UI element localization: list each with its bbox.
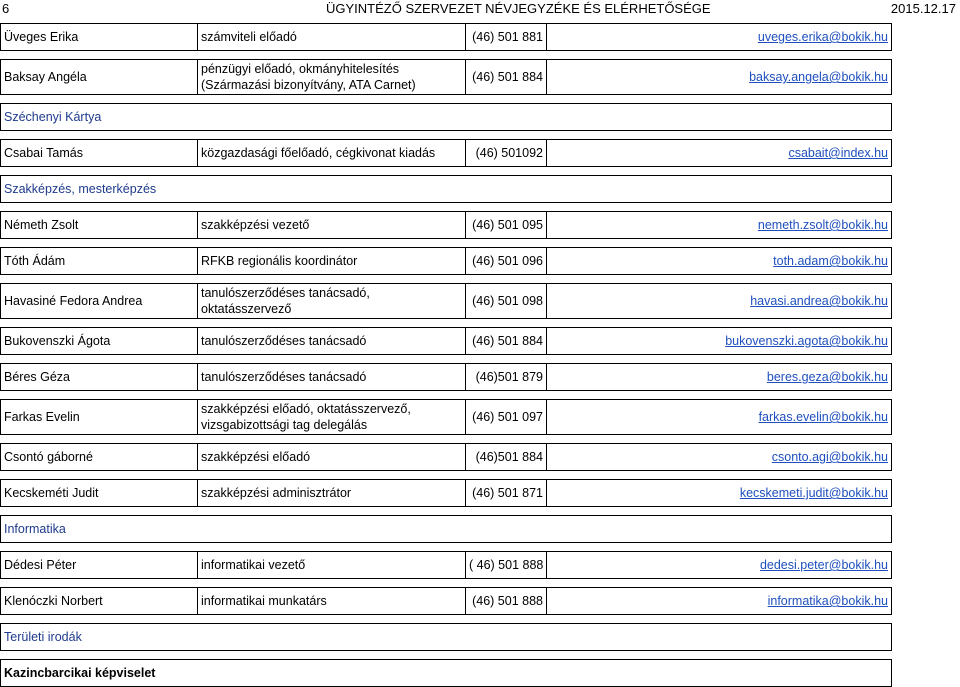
phone-number: (46) 501 871: [466, 480, 547, 507]
section-title: Kazincbarcikai képviselet: [1, 660, 892, 687]
section-header: [1, 660, 892, 687]
person-role: tanulószerződéses tanácsadó, oktatásszervező: [198, 284, 466, 319]
email-link[interactable]: nemeth.zsolt@bokik.hu: [757, 218, 888, 232]
phone-number: (46)501 884: [466, 444, 547, 471]
section-title: Informatika: [1, 516, 892, 543]
phone-number: (46) 501 096: [466, 248, 547, 275]
section-title: Területi irodák: [1, 624, 892, 651]
phone-number: (46) 501 095: [466, 212, 547, 239]
person-role: számviteli előadó: [198, 24, 466, 51]
email-link[interactable]: toth.adam@bokik.hu: [773, 254, 888, 268]
email-link[interactable]: farkas.evelin@bokik.hu: [758, 410, 888, 424]
person-name: Csontó gáborné: [1, 444, 198, 471]
phone-number: (46) 501 884: [466, 328, 547, 355]
person-role: szakképzési előadó: [198, 444, 466, 471]
table-row: [1, 328, 892, 355]
section-header: [1, 624, 892, 651]
section-title: Széchenyi Kártya: [1, 104, 892, 131]
table-row: [1, 212, 892, 239]
person-role: informatikai vezető: [198, 552, 466, 579]
page-header: [0, 0, 960, 22]
email-cell: [547, 400, 892, 435]
person-name: Farkas Evelin: [1, 400, 198, 435]
email-link[interactable]: havasi.andrea@bokik.hu: [750, 294, 888, 308]
email-cell: [547, 60, 892, 95]
table-row: [1, 480, 892, 507]
email-cell: [547, 364, 892, 391]
phone-number: ( 46) 501 888: [466, 552, 547, 579]
person-name: Klenóczki Norbert: [1, 588, 198, 615]
email-cell: [547, 140, 892, 167]
directory-table: [0, 23, 892, 687]
section-title: Szakképzés, mesterképzés: [1, 176, 892, 203]
email-cell: [547, 24, 892, 51]
person-role: szakképzési vezető: [198, 212, 466, 239]
person-role: szakképzési adminisztrátor: [198, 480, 466, 507]
phone-number: (46)501 879: [466, 364, 547, 391]
table-row: [1, 364, 892, 391]
person-role: informatikai munkatárs: [198, 588, 466, 615]
email-cell: [547, 444, 892, 471]
email-link[interactable]: beres.geza@bokik.hu: [766, 370, 888, 384]
table-row: [1, 284, 892, 319]
person-name: Bukovenszki Ágota: [1, 328, 198, 355]
table-row: [1, 444, 892, 471]
table-row: [1, 24, 892, 51]
email-link[interactable]: informatika@bokik.hu: [767, 594, 888, 608]
person-name: Dédesi Péter: [1, 552, 198, 579]
document-date: 2015.12.17: [890, 1, 956, 16]
person-role: RFKB regionális koordinátor: [198, 248, 466, 275]
email-link[interactable]: kecskemeti.judit@bokik.hu: [739, 486, 888, 500]
person-name: Kecskeméti Judit: [1, 480, 198, 507]
table-row: [1, 400, 892, 435]
email-cell: [547, 588, 892, 615]
email-cell: [547, 248, 892, 275]
person-role: tanulószerződéses tanácsadó: [198, 328, 466, 355]
email-cell: [547, 212, 892, 239]
person-name: Üveges Erika: [1, 24, 198, 51]
email-link[interactable]: baksay.angela@bokik.hu: [749, 70, 888, 84]
section-header: [1, 176, 892, 203]
phone-number: (46) 501 881: [466, 24, 547, 51]
person-name: Németh Zsolt: [1, 212, 198, 239]
person-role: közgazdasági főelőadó, cégkivonat kiadás: [198, 140, 466, 167]
section-header: [1, 516, 892, 543]
phone-number: (46) 501 098: [466, 284, 547, 319]
email-link[interactable]: dedesi.peter@bokik.hu: [759, 558, 888, 572]
table-row: [1, 552, 892, 579]
table-row: [1, 60, 892, 95]
email-cell: [547, 284, 892, 319]
phone-number: (46) 501 884: [466, 60, 547, 95]
document-title: ÜGYINTÉZŐ SZERVEZET NÉVJEGYZÉKE ÉS ELÉRHETŐSÉGE: [326, 1, 711, 16]
email-link[interactable]: csonto.agi@bokik.hu: [771, 450, 888, 464]
person-role: tanulószerződéses tanácsadó: [198, 364, 466, 391]
table-row: [1, 140, 892, 167]
table-row: [1, 588, 892, 615]
person-name: Csabai Tamás: [1, 140, 198, 167]
email-link[interactable]: bukovenszki.agota@bokik.hu: [725, 334, 888, 348]
section-header: [1, 104, 892, 131]
email-cell: [547, 480, 892, 507]
email-cell: [547, 552, 892, 579]
phone-number: (46) 501 097: [466, 400, 547, 435]
table-row: [1, 248, 892, 275]
email-link[interactable]: uveges.erika@bokik.hu: [757, 30, 888, 44]
person-name: Baksay Angéla: [1, 60, 198, 95]
person-role: pénzügyi előadó, okmányhitelesítés (Származási bizonyítvány, ATA Carnet): [198, 60, 466, 95]
email-cell: [547, 328, 892, 355]
phone-number: (46) 501 888: [466, 588, 547, 615]
phone-number: (46) 501092: [466, 140, 547, 167]
person-name: Tóth Ádám: [1, 248, 198, 275]
page-number: 6: [2, 1, 10, 16]
email-link[interactable]: csabait@index.hu: [788, 146, 888, 160]
person-name: Havasiné Fedora Andrea: [1, 284, 198, 319]
person-role: szakképzési előadó, oktatásszervező, vizsgabizottsági tag delegálás: [198, 400, 466, 435]
person-name: Béres Géza: [1, 364, 198, 391]
